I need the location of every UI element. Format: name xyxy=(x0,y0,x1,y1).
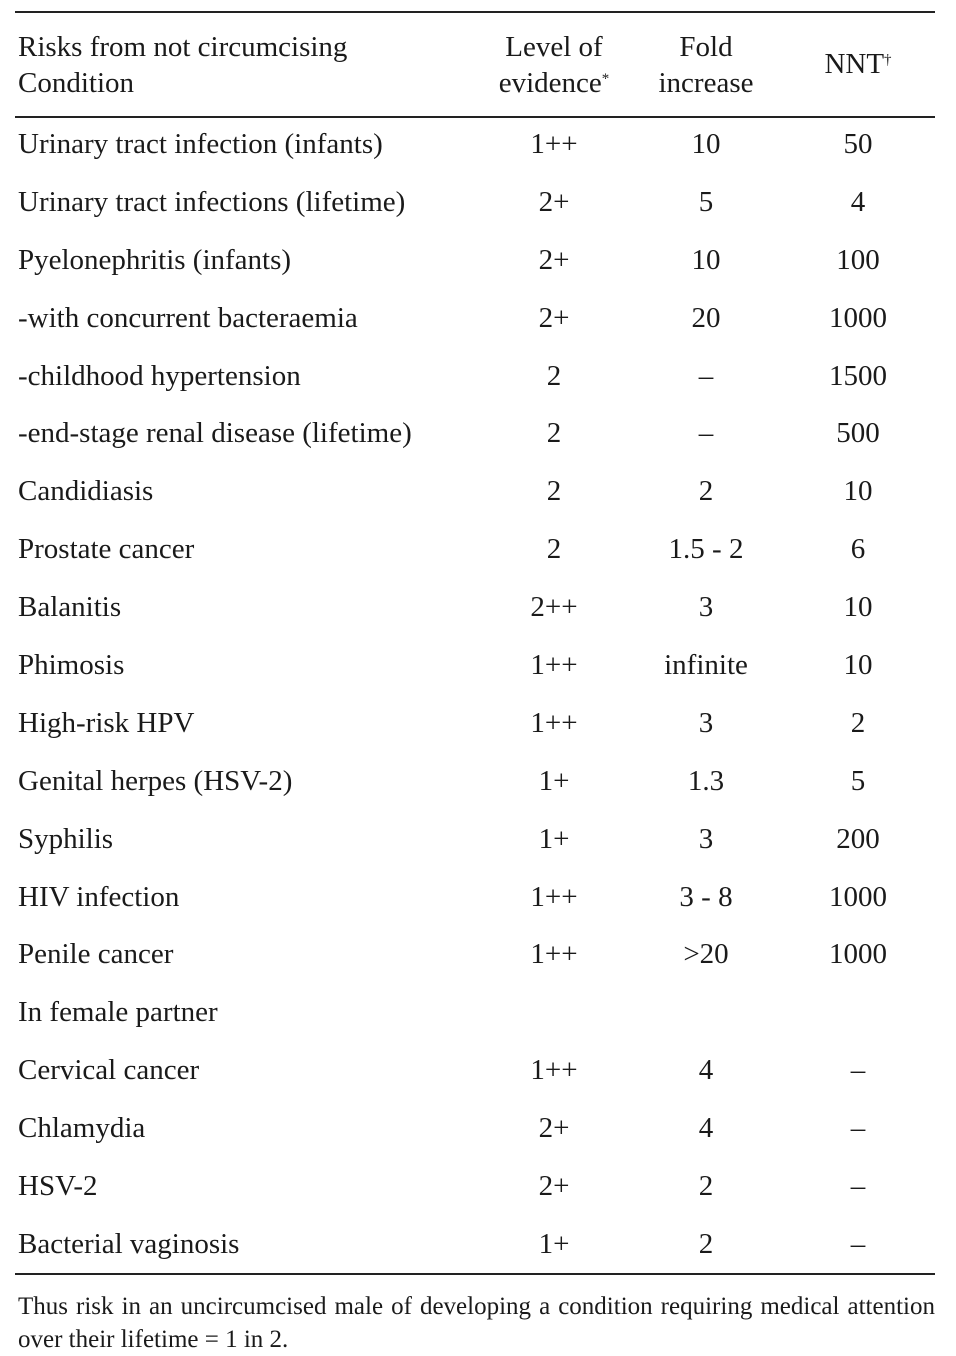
cell-condition: Penile cancer xyxy=(18,938,174,971)
cell-condition: Urinary tract infections (lifetime) xyxy=(18,185,406,218)
cell-nnt: 1000 xyxy=(829,880,887,913)
cell-nnt: 10 xyxy=(843,591,873,624)
cell-nnt: 4 xyxy=(850,185,866,218)
cell-fold-increase: infinite xyxy=(664,649,748,682)
cell-condition: Genital herpes (HSV-2) xyxy=(18,764,293,797)
header-nnt-footnote-mark: † xyxy=(884,52,892,68)
cell-fold-increase: 4 xyxy=(698,1112,714,1145)
cell-condition: Phimosis xyxy=(18,649,125,682)
header-fold-line1: Fold xyxy=(679,31,733,63)
cell-level-of-evidence: 2 xyxy=(546,475,562,508)
cell-fold-increase: >20 xyxy=(683,938,729,971)
cell-level-of-evidence: 1+ xyxy=(538,822,570,855)
cell-condition: HSV-2 xyxy=(18,1170,98,1203)
cell-level-of-evidence: 2+ xyxy=(538,301,570,334)
cell-level-of-evidence: 2 xyxy=(546,417,562,450)
header-level-of-evidence xyxy=(478,29,630,101)
table-row xyxy=(0,928,956,986)
cell-condition: Balanitis xyxy=(18,591,122,624)
table-footnote: Thus risk in an uncircumcised male of developing a condition requiring medical attention over their lifetime = 1 in 2. xyxy=(18,1293,935,1353)
cell-fold-increase: 10 xyxy=(691,128,721,160)
cell-nnt: 1000 xyxy=(829,938,887,971)
cell-condition: HIV infection xyxy=(18,880,180,913)
cell-condition: Candidiasis xyxy=(18,475,154,508)
table-top-rule xyxy=(15,11,935,13)
table-row xyxy=(0,639,956,697)
cell-nnt: – xyxy=(850,1227,866,1260)
cell-nnt: 500 xyxy=(836,417,880,450)
cell-nnt: 10 xyxy=(843,475,873,508)
cell-fold-increase: 2 xyxy=(698,1227,714,1260)
cell-nnt: – xyxy=(850,1112,866,1145)
cell-level-of-evidence: 1++ xyxy=(530,706,578,739)
cell-nnt: 1000 xyxy=(829,301,887,334)
header-loe-footnote-mark: * xyxy=(601,71,610,87)
cell-condition: Cervical cancer xyxy=(18,1054,200,1087)
table-row xyxy=(0,755,956,813)
cell-level-of-evidence: 1++ xyxy=(530,128,578,160)
table-row xyxy=(0,813,956,871)
header-nnt xyxy=(782,46,934,82)
cell-nnt: 1500 xyxy=(829,359,887,392)
cell-nnt: 6 xyxy=(850,533,866,566)
cell-nnt: 200 xyxy=(836,822,880,855)
table-row xyxy=(0,523,956,581)
table-row xyxy=(0,581,956,639)
header-loe-line2 xyxy=(478,65,630,101)
cell-fold-increase: 4 xyxy=(698,1054,714,1087)
cell-nnt: 2 xyxy=(850,706,866,739)
cell-fold-increase: – xyxy=(698,359,714,392)
cell-condition: In female partner xyxy=(18,996,218,1029)
header-nnt-text: NNT xyxy=(824,48,885,80)
cell-condition: Urinary tract infection (infants) xyxy=(18,128,383,160)
cell-fold-increase: 3 xyxy=(698,706,714,739)
table-row xyxy=(0,871,956,929)
cell-level-of-evidence: 2+ xyxy=(538,243,570,276)
cell-fold-increase: 3 - 8 xyxy=(679,880,733,913)
header-loe-text: evidence xyxy=(498,67,602,99)
cell-fold-increase: 3 xyxy=(698,591,714,624)
table-row xyxy=(0,350,956,408)
cell-level-of-evidence: 2+ xyxy=(538,1170,570,1203)
cell-fold-increase: 20 xyxy=(691,301,721,334)
header-fold-line2: increase xyxy=(658,67,754,99)
table-row xyxy=(0,407,956,465)
cell-condition: High-risk HPV xyxy=(18,706,195,739)
cell-condition: Syphilis xyxy=(18,822,114,855)
cell-condition: Prostate cancer xyxy=(18,533,195,566)
cell-level-of-evidence: 1++ xyxy=(530,938,578,971)
cell-fold-increase: 3 xyxy=(698,822,714,855)
cell-level-of-evidence: 1+ xyxy=(538,1227,570,1260)
cell-fold-increase: 10 xyxy=(691,243,721,276)
table-row xyxy=(0,118,956,176)
cell-condition: -end-stage renal disease (lifetime) xyxy=(18,417,412,450)
cell-nnt: 100 xyxy=(836,243,880,276)
table-row xyxy=(0,176,956,234)
cell-condition: Chlamydia xyxy=(18,1112,146,1145)
cell-nnt: 5 xyxy=(850,764,866,797)
table-row xyxy=(0,697,956,755)
header-loe-line1: Level of xyxy=(505,31,603,63)
table-row xyxy=(0,465,956,523)
cell-level-of-evidence: 2+ xyxy=(538,1112,570,1145)
cell-level-of-evidence: 1++ xyxy=(530,880,578,913)
cell-level-of-evidence: 2 xyxy=(546,359,562,392)
table-row xyxy=(0,1044,956,1102)
cell-level-of-evidence: 1+ xyxy=(538,764,570,797)
table-row xyxy=(0,1160,956,1218)
cell-level-of-evidence: 2++ xyxy=(530,591,578,624)
cell-level-of-evidence: 2 xyxy=(546,533,562,566)
table-body xyxy=(0,118,956,1276)
cell-condition: -childhood hypertension xyxy=(18,359,301,392)
cell-fold-increase: – xyxy=(698,417,714,450)
table-row xyxy=(0,292,956,350)
cell-nnt: – xyxy=(850,1170,866,1203)
cell-fold-increase: 5 xyxy=(698,185,714,218)
table-bottom-rule xyxy=(15,1273,935,1275)
cell-level-of-evidence: 1++ xyxy=(530,649,578,682)
cell-fold-increase: 2 xyxy=(698,1170,714,1203)
cell-condition: Bacterial vaginosis xyxy=(18,1227,240,1260)
table-row xyxy=(0,234,956,292)
cell-fold-increase: 1.3 xyxy=(687,764,725,797)
cell-level-of-evidence: 2+ xyxy=(538,185,570,218)
cell-nnt: – xyxy=(850,1054,866,1087)
header-condition-line2: Condition xyxy=(18,67,135,99)
header-fold-increase xyxy=(630,29,782,101)
table-row xyxy=(0,986,956,1044)
header-condition-line1: Risks from not circumcising xyxy=(18,31,348,63)
cell-condition: -with concurrent bacteraemia xyxy=(18,301,358,334)
table-row xyxy=(0,1218,956,1276)
table-row xyxy=(0,1102,956,1160)
header-condition xyxy=(18,29,347,101)
cell-level-of-evidence: 1++ xyxy=(530,1054,578,1087)
cell-fold-increase: 1.5 - 2 xyxy=(668,533,744,566)
cell-fold-increase: 2 xyxy=(698,475,714,508)
cell-condition: Pyelonephritis (infants) xyxy=(18,243,292,276)
cell-nnt: 10 xyxy=(843,649,873,682)
cell-nnt: 50 xyxy=(843,128,873,160)
